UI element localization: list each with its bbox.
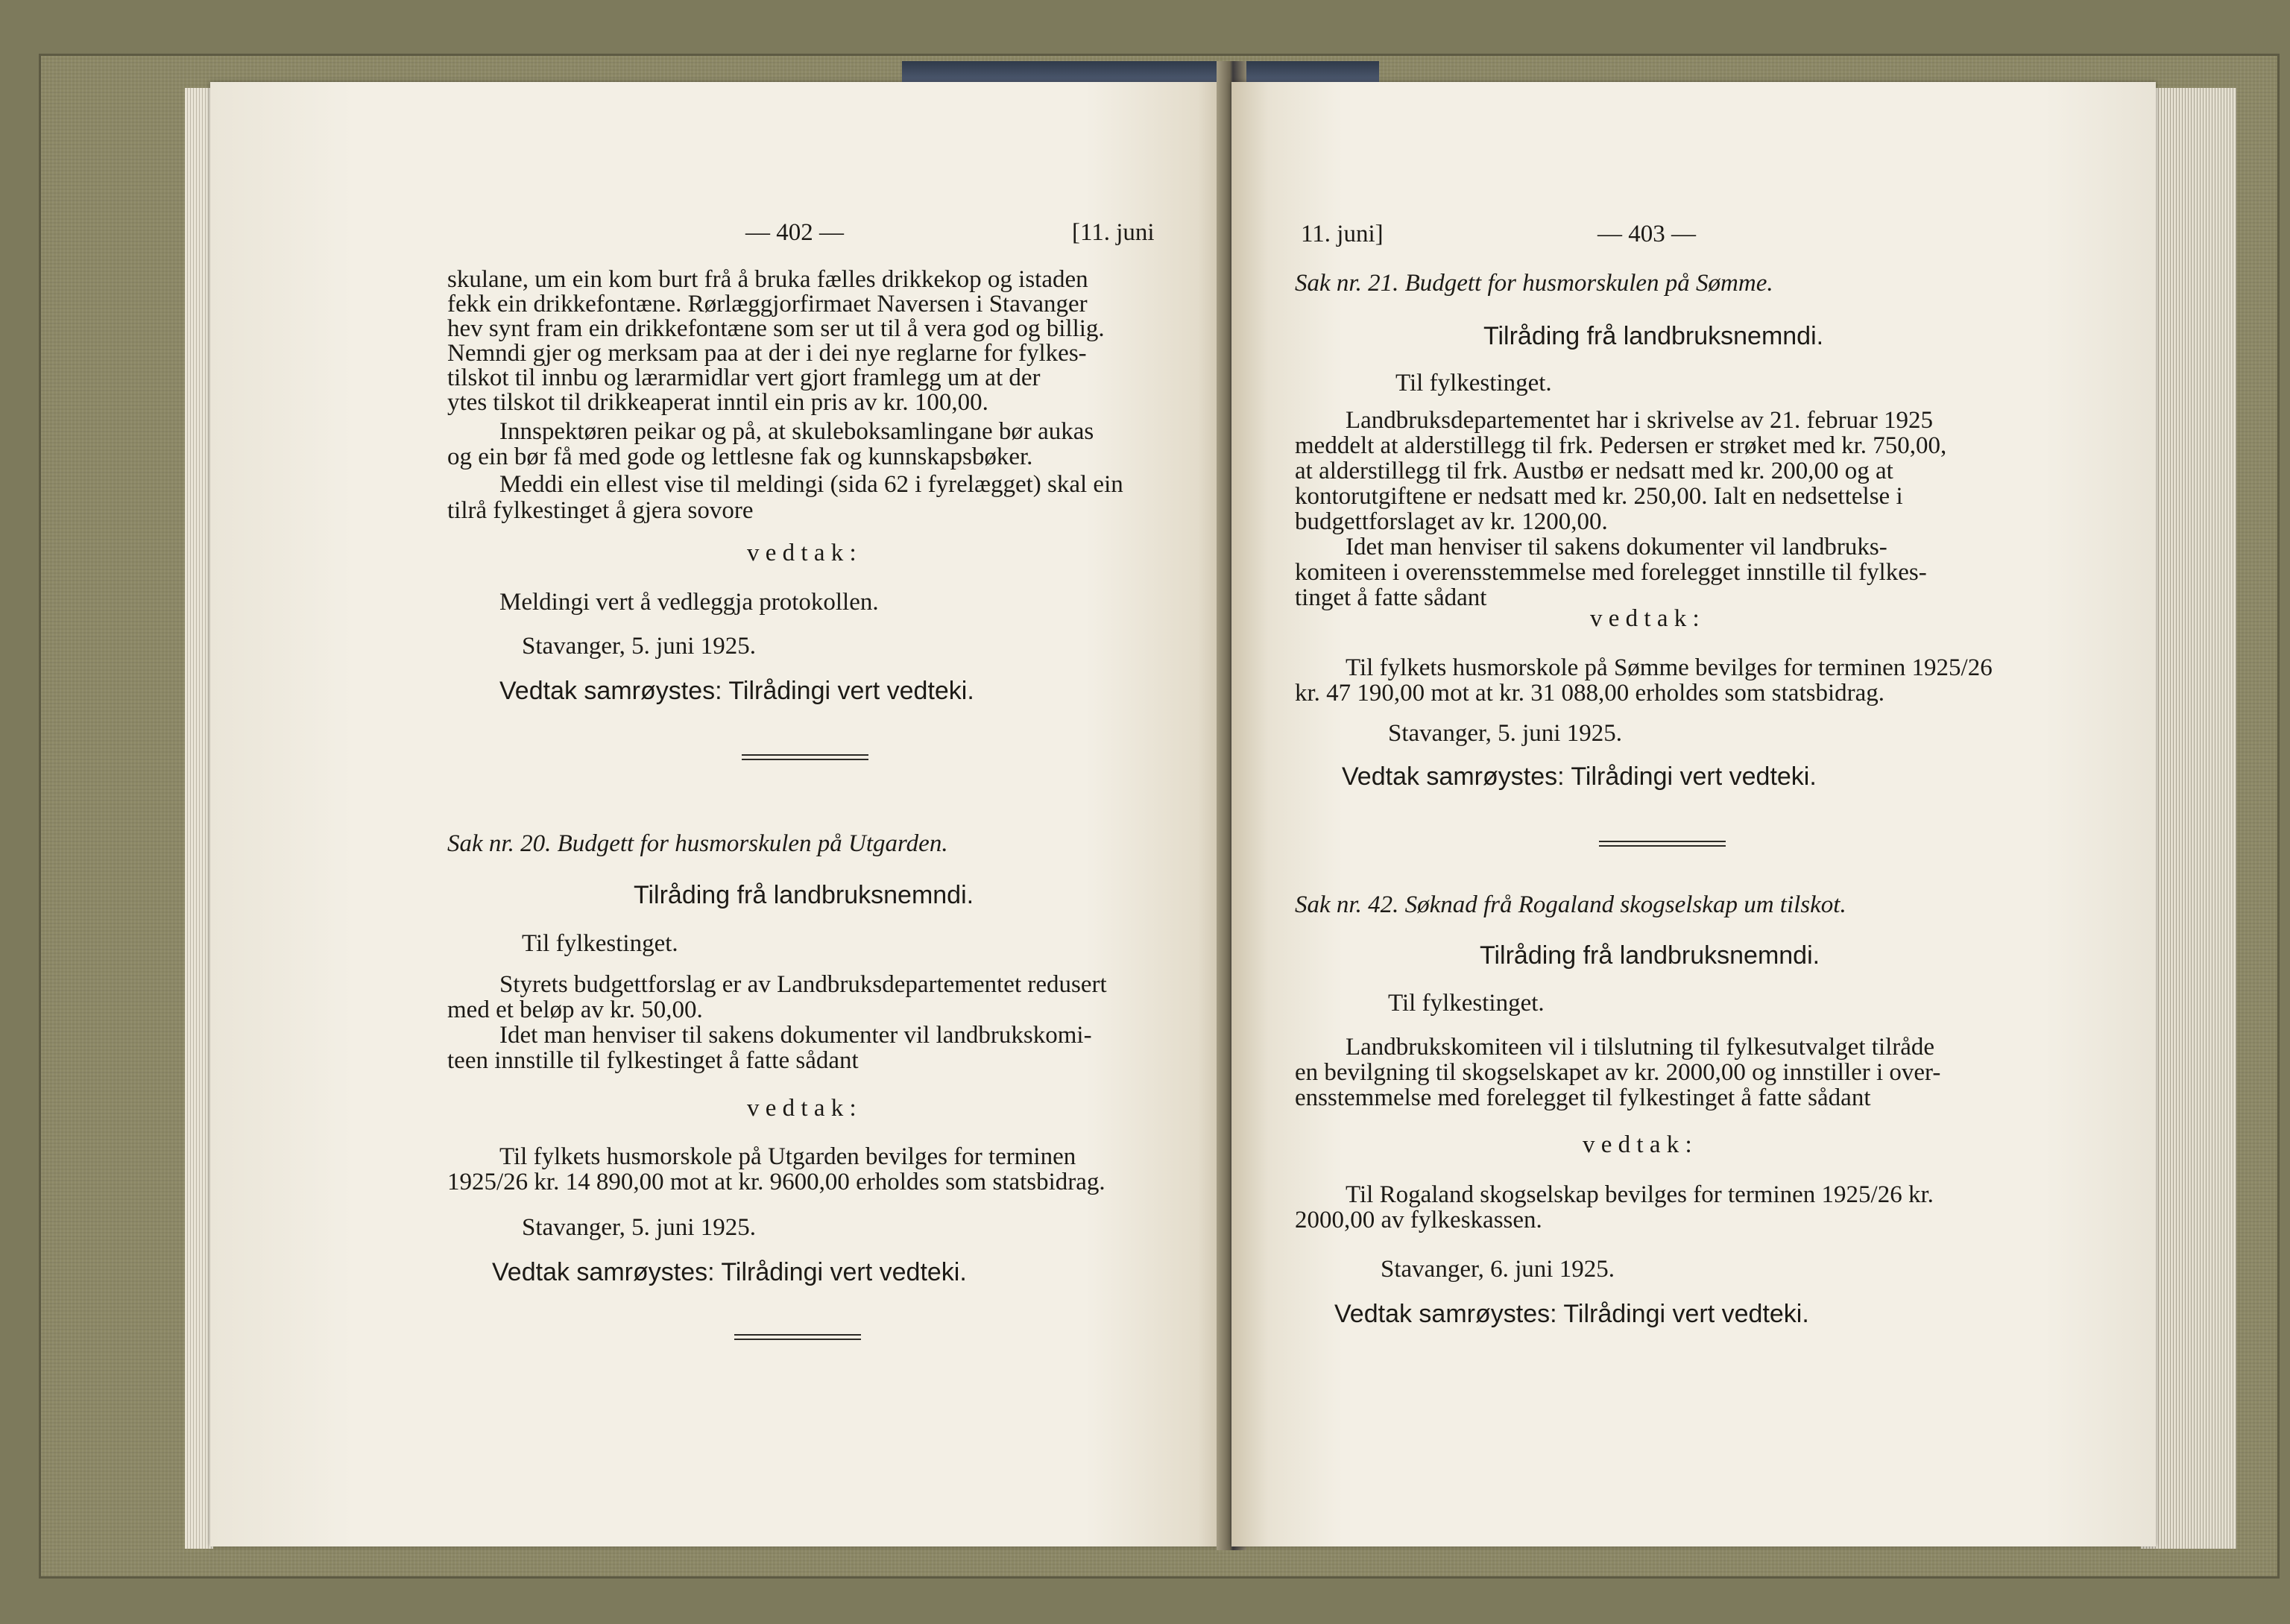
page-number-402: — 402 — [745, 219, 844, 246]
vedtak-label: v e d t a k : [747, 540, 857, 566]
text-line: og ein bør få med gode og lettlesne fak og kunnskapsbøker. [447, 443, 1033, 470]
text-line: ytes tilskot til drikkeaperat inntil ein pris av kr. 100,00. [447, 389, 988, 416]
running-date-left: [11. juni [1072, 219, 1155, 246]
text-line: Til Rogaland skogselskap bevilges for terminen 1925/26 kr. [1346, 1181, 1934, 1208]
case-heading: Tilråding frå landbruksnemndi. [1483, 322, 1824, 350]
text-line: Til fylkets husmorskole på Sømme bevilges for terminen 1925/26 [1346, 654, 1993, 681]
case-heading: Tilråding frå landbruksnemndi. [1480, 941, 1820, 970]
text-line: 1925/26 kr. 14 890,00 mot at kr. 9600,00 erholdes som statsbidrag. [447, 1169, 1105, 1195]
text-line: Innspektøren peikar og på, at skuleboksamlingane bør aukas [499, 418, 1094, 445]
text-line: komiteen i overensstemmelse med forelegget innstille til fylkes- [1295, 559, 1927, 586]
text-line: meddelt at alderstillegg til frk. Pedersen er strøket med kr. 750,00, [1295, 432, 1947, 459]
decision-text: Meldingi vert å vedleggja protokollen. [499, 589, 879, 616]
text-line: Nemndi gjer og merksam paa at der i dei nye reglarne for fylkes- [447, 340, 1087, 367]
text-line: med et beløp av kr. 50,00. [447, 996, 703, 1023]
text-line: Landbrukskomiteen vil i tilslutning til fylkesutvalget tilråde [1346, 1034, 1935, 1061]
vedtak-label: v e d t a k : [747, 1095, 857, 1122]
text-line: tinget å fatte sådant [1295, 584, 1487, 611]
text-line: Idet man henviser til sakens dokumenter vil landbrukskomi- [499, 1022, 1092, 1049]
place-date: Stavanger, 5. juni 1925. [1388, 720, 1622, 747]
text-line: tilskot til innbu og lærarmidlar vert gjort framlegg um at der [447, 364, 1041, 391]
text-line: Landbruksdepartementet har i skrivelse av 21. februar 1925 [1346, 407, 1934, 434]
section-divider [742, 759, 868, 760]
text-line: tilrå fylkestinget å gjera sovore [447, 497, 754, 524]
page-number-403: — 403 — [1597, 221, 1696, 247]
vedtak-label: v e d t a k : [1583, 1131, 1692, 1158]
case-addressee: Til fylkestinget. [522, 930, 678, 957]
text-line: hev synt fram ein drikkefontæne som ser ut til å vera god og billig. [447, 315, 1105, 342]
text-line: Meddi ein ellest vise til meldingi (sida 62 i fyrelægget) skal ein [499, 471, 1123, 498]
section-divider [734, 1339, 861, 1340]
text-line: 2000,00 av fylkeskassen. [1295, 1207, 1542, 1233]
text-line: Idet man henviser til sakens dokumenter vil landbruks- [1346, 534, 1887, 560]
case-title-20: Sak nr. 20. Budgett for husmorskulen på Utgarden. [447, 830, 948, 857]
text-line: skulane, um ein kom burt frå å bruka fælles drikkekop og istaden [447, 266, 1088, 293]
result-line: Vedtak samrøystes: Tilrådingi vert vedteki. [1342, 762, 1817, 791]
running-date-right: 11. juni] [1301, 221, 1384, 247]
section-divider [1599, 845, 1726, 847]
text-line: kontorutgiftene er nedsatt med kr. 250,00. Ialt en nedsettelse i [1295, 483, 1903, 510]
place-date: Stavanger, 5. juni 1925. [522, 1214, 756, 1241]
text-line: kr. 47 190,00 mot at kr. 31 088,00 erholdes som statsbidrag. [1295, 680, 1885, 707]
place-date: Stavanger, 6. juni 1925. [1381, 1256, 1615, 1283]
section-divider [734, 1334, 861, 1336]
case-heading: Tilråding frå landbruksnemndi. [634, 881, 974, 909]
case-addressee: Til fylkestinget. [1395, 370, 1552, 396]
section-divider [742, 754, 868, 756]
text-line: budgettforslaget av kr. 1200,00. [1295, 508, 1608, 535]
result-line: Vedtak samrøystes: Tilrådingi vert vedteki. [1334, 1300, 1809, 1328]
text-line: Til fylkets husmorskole på Utgarden bevilges for terminen [499, 1143, 1076, 1170]
text-line: teen innstille til fylkestinget å fatte sådant [447, 1047, 859, 1074]
result-line: Vedtak samrøystes: Tilrådingi vert vedteki. [492, 1258, 967, 1286]
result-line: Vedtak samrøystes: Tilrådingi vert vedteki. [499, 677, 974, 705]
text-line: Styrets budgettforslag er av Landbruksdepartementet redusert [499, 971, 1107, 998]
page-edges-left [185, 88, 213, 1549]
section-divider [1599, 841, 1726, 842]
case-title-42: Sak nr. 42. Søknad frå Rogaland skogselskap um tilskot. [1295, 891, 1846, 918]
vedtak-label: v e d t a k : [1590, 605, 1700, 632]
text-line: ensstemmelse med forelegget til fylkestinget å fatte sådant [1295, 1084, 1871, 1111]
text-line: at alderstillegg til frk. Austbø er nedsatt med kr. 200,00 og at [1295, 458, 1893, 484]
case-addressee: Til fylkestinget. [1388, 990, 1545, 1017]
text-line: en bevilgning til skogselskapet av kr. 2000,00 og innstiller i over- [1295, 1059, 1941, 1086]
place-date: Stavanger, 5. juni 1925. [522, 633, 756, 660]
case-title-21: Sak nr. 21. Budgett for husmorskulen på Sømme. [1295, 270, 1773, 297]
text-line: fekk ein drikkefontæne. Rørlæggjorfirmaet Naversen i Stavanger [447, 291, 1088, 317]
